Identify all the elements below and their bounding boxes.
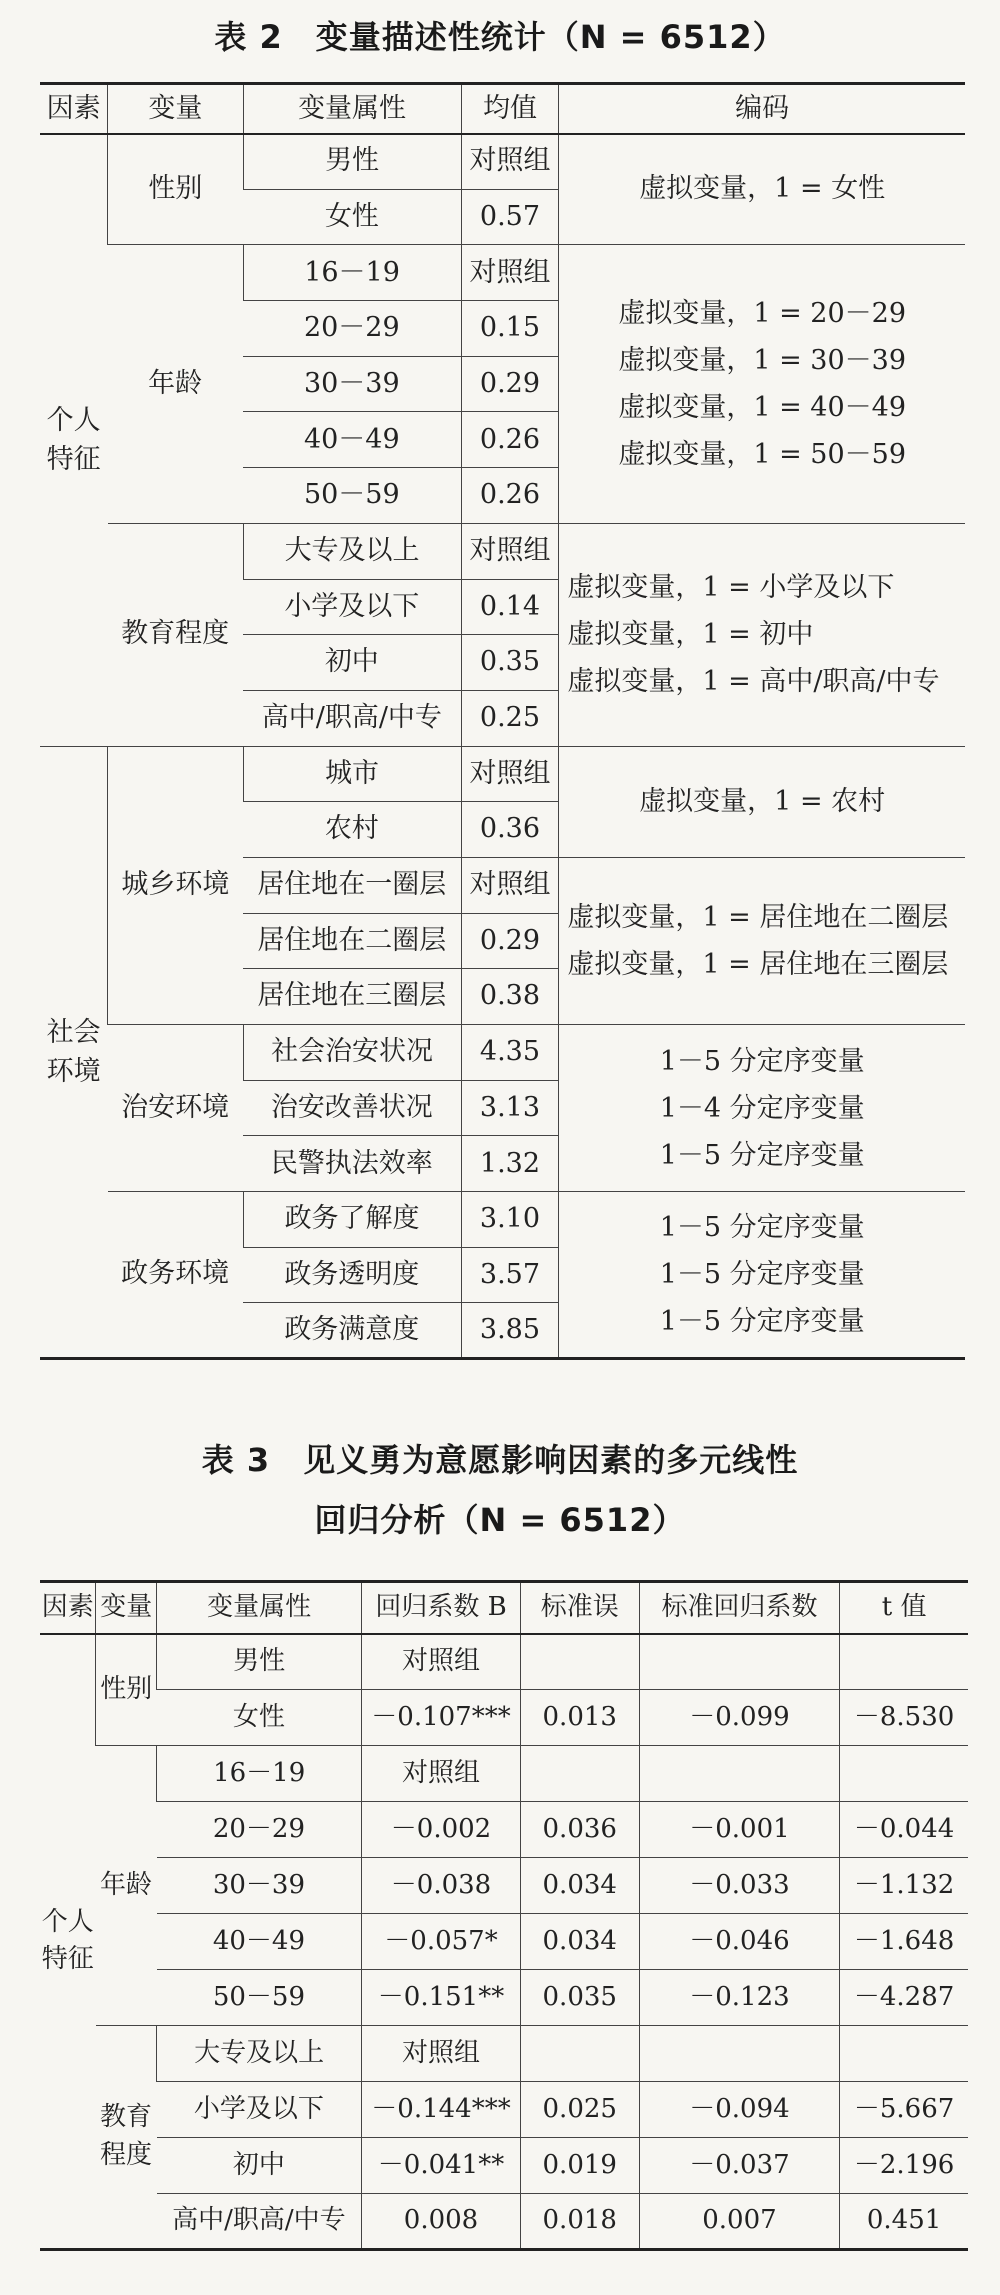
- b-cell: 对照组: [362, 1634, 521, 1690]
- se-cell: 0.025: [520, 2082, 639, 2138]
- coding-line: 虚拟变量，1 = 高中/职高/中专: [567, 666, 940, 698]
- attr-cell: 20－29: [157, 1802, 362, 1858]
- mean-cell: 0.57: [461, 189, 559, 245]
- table-row: [40, 1914, 968, 1970]
- factor-cell: 社会环境: [40, 746, 108, 1359]
- attr-cell: 40－49: [157, 1914, 362, 1970]
- beta-cell: －0.046: [639, 1914, 840, 1970]
- beta-cell: －0.033: [639, 1858, 840, 1914]
- beta-cell: [639, 1746, 840, 1802]
- table2-descriptive-statistics: [40, 82, 965, 1360]
- attr-cell: 高中/职高/中专: [157, 2194, 362, 2250]
- attr-cell: 初中: [243, 635, 461, 691]
- beta-cell: [639, 2026, 840, 2082]
- se-cell: 0.036: [520, 1802, 639, 1858]
- attr-cell: 民警执法效率: [243, 1136, 461, 1192]
- variable-cell: 年龄: [96, 1746, 157, 2026]
- b-cell: －0.144***: [362, 2082, 521, 2138]
- coding-line: 虚拟变量，1 = 40－49: [618, 392, 907, 424]
- attr-cell: 治安改善状况: [243, 1080, 461, 1136]
- t-cell: －2.196: [840, 2138, 968, 2194]
- coding-cell: [559, 1192, 965, 1359]
- t-cell: －1.648: [840, 1914, 968, 1970]
- b-cell: 0.008: [362, 2194, 521, 2250]
- se-cell: [520, 1746, 639, 1802]
- se-cell: 0.018: [520, 2194, 639, 2250]
- b-cell: －0.057*: [362, 1914, 521, 1970]
- mean-cell: 0.29: [461, 356, 559, 412]
- coding-line: 虚拟变量，1 = 居住地在三圈层: [567, 948, 949, 980]
- attr-cell: 居住地在一圈层: [243, 857, 461, 913]
- variable-cell: 城乡环境: [108, 746, 243, 1024]
- se-cell: 0.035: [520, 1970, 639, 2026]
- header-cell: 编码: [559, 84, 965, 134]
- t-cell: －8.530: [840, 1690, 968, 1746]
- header-cell: 变量: [108, 84, 243, 134]
- attr-cell: 50－59: [157, 1970, 362, 2026]
- attr-cell: 16－19: [243, 245, 461, 301]
- attr-cell: 男性: [243, 134, 461, 190]
- header-cell: 因素: [40, 1582, 96, 1634]
- table-row: [40, 1970, 968, 2026]
- t-cell: [840, 1634, 968, 1690]
- mean-cell: 0.38: [461, 969, 559, 1025]
- variable-cell: 政务环境: [108, 1192, 243, 1359]
- coding-line: 虚拟变量，1 = 20－29: [618, 298, 907, 330]
- table-row: [40, 245, 965, 301]
- coding-cell: [559, 245, 965, 523]
- attr-cell: 城市: [243, 746, 461, 802]
- table-row: [40, 2026, 968, 2082]
- table-header-row: [40, 84, 965, 134]
- table-header-row: [40, 1582, 968, 1634]
- attr-cell: 40－49: [243, 412, 461, 468]
- attr-cell: 小学及以下: [243, 579, 461, 635]
- beta-cell: －0.099: [639, 1690, 840, 1746]
- mean-cell: 0.25: [461, 690, 559, 746]
- mean-cell: 3.57: [461, 1247, 559, 1303]
- coding-line: 1－5 分定序变量: [659, 1212, 865, 1244]
- mean-cell: 对照组: [461, 857, 559, 913]
- attr-cell: 社会治安状况: [243, 1025, 461, 1081]
- mean-cell: 对照组: [461, 134, 559, 190]
- attr-cell: 政务满意度: [243, 1303, 461, 1359]
- table-row: [40, 2194, 968, 2250]
- table-row: [40, 1690, 968, 1746]
- t-cell: [840, 2026, 968, 2082]
- attr-cell: 20－29: [243, 301, 461, 357]
- table3-regression-analysis: [40, 1580, 968, 2251]
- beta-cell: －0.123: [639, 1970, 840, 2026]
- coding-cell: [559, 523, 965, 746]
- mean-cell: 3.10: [461, 1192, 559, 1248]
- t-cell: －4.287: [840, 1970, 968, 2026]
- se-cell: 0.019: [520, 2138, 639, 2194]
- beta-cell: －0.001: [639, 1802, 840, 1858]
- table-row: [40, 134, 965, 190]
- coding-cell: [559, 857, 965, 1024]
- mean-cell: 0.14: [461, 579, 559, 635]
- header-cell: 变量属性: [157, 1582, 362, 1634]
- coding-line: 虚拟变量，1 = 初中: [567, 619, 814, 651]
- mean-cell: 0.15: [461, 301, 559, 357]
- attr-cell: 大专及以上: [243, 523, 461, 579]
- coding-cell: [559, 1025, 965, 1192]
- header-cell: 均值: [461, 84, 559, 134]
- attr-cell: 居住地在二圈层: [243, 913, 461, 969]
- se-cell: [520, 1634, 639, 1690]
- mean-cell: 0.35: [461, 635, 559, 691]
- variable-cell: 治安环境: [108, 1025, 243, 1192]
- attr-cell: 初中: [157, 2138, 362, 2194]
- mean-cell: 0.26: [461, 468, 559, 524]
- coding-cell: 虚拟变量，1 = 女性: [559, 134, 965, 245]
- mean-cell: 0.29: [461, 913, 559, 969]
- coding-line: 1－4 分定序变量: [659, 1092, 865, 1124]
- header-cell: 变量: [96, 1582, 157, 1634]
- header-cell: 回归系数 B: [362, 1582, 521, 1634]
- table-row: [40, 2082, 968, 2138]
- mean-cell: 1.32: [461, 1136, 559, 1192]
- attr-cell: 政务透明度: [243, 1247, 461, 1303]
- table3-title-line2: 回归分析（N = 6512）: [314, 1501, 686, 1539]
- b-cell: －0.002: [362, 1802, 521, 1858]
- header-cell: 标准回归系数: [639, 1582, 840, 1634]
- table-row: [40, 1746, 968, 1802]
- beta-cell: －0.094: [639, 2082, 840, 2138]
- coding-line: 1－5 分定序变量: [659, 1045, 865, 1077]
- attr-cell: 大专及以上: [157, 2026, 362, 2082]
- mean-cell: 0.36: [461, 802, 559, 858]
- attr-cell: 小学及以下: [157, 2082, 362, 2138]
- b-cell: 对照组: [362, 1746, 521, 1802]
- t-cell: －1.132: [840, 1858, 968, 1914]
- table3-title-line1: 表 3 见义勇为意愿影响因素的多元线性: [201, 1441, 799, 1479]
- table-row: [40, 1192, 965, 1248]
- mean-cell: 对照组: [461, 523, 559, 579]
- table-row: [40, 746, 965, 802]
- se-cell: 0.013: [520, 1690, 639, 1746]
- variable-cell: 年龄: [108, 245, 243, 523]
- beta-cell: [639, 1634, 840, 1690]
- variable-cell: 教育程度: [108, 523, 243, 746]
- attr-cell: 30－39: [157, 1858, 362, 1914]
- t-cell: 0.451: [840, 2194, 968, 2250]
- beta-cell: 0.007: [639, 2194, 840, 2250]
- mean-cell: 对照组: [461, 746, 559, 802]
- coding-cell: 虚拟变量，1 = 农村: [559, 746, 965, 857]
- table-row: [40, 1634, 968, 1690]
- b-cell: －0.041**: [362, 2138, 521, 2194]
- b-cell: －0.038: [362, 1858, 521, 1914]
- coding-line: 1－5 分定序变量: [659, 1139, 865, 1171]
- header-cell: 标准误: [520, 1582, 639, 1634]
- b-cell: －0.107***: [362, 1690, 521, 1746]
- attr-cell: 16－19: [157, 1746, 362, 1802]
- table-row: [40, 1802, 968, 1858]
- b-cell: －0.151**: [362, 1970, 521, 2026]
- header-cell: t 值: [840, 1582, 968, 1634]
- table-row: [40, 523, 965, 579]
- t-cell: [840, 1746, 968, 1802]
- attr-cell: 女性: [243, 189, 461, 245]
- header-cell: 因素: [40, 84, 108, 134]
- coding-line: 1－5 分定序变量: [659, 1306, 865, 1338]
- se-cell: 0.034: [520, 1858, 639, 1914]
- attr-cell: 男性: [157, 1634, 362, 1690]
- se-cell: [520, 2026, 639, 2082]
- table-row: [40, 1858, 968, 1914]
- attr-cell: 农村: [243, 802, 461, 858]
- attr-cell: 居住地在三圈层: [243, 969, 461, 1025]
- header-cell: 变量属性: [243, 84, 461, 134]
- attr-cell: 政务了解度: [243, 1192, 461, 1248]
- attr-cell: 女性: [157, 1690, 362, 1746]
- attr-cell: 50－59: [243, 468, 461, 524]
- variable-cell: 性别: [96, 1634, 157, 1746]
- mean-cell: 4.35: [461, 1025, 559, 1081]
- beta-cell: －0.037: [639, 2138, 840, 2194]
- coding-line: 虚拟变量，1 = 50－59: [618, 439, 907, 471]
- attr-cell: 30－39: [243, 356, 461, 412]
- factor-cell: 个人特征: [40, 134, 108, 747]
- coding-line: 1－5 分定序变量: [659, 1259, 865, 1291]
- table2-title: 表 2 变量描述性统计（N = 6512）: [214, 18, 786, 56]
- mean-cell: 0.26: [461, 412, 559, 468]
- t-cell: －0.044: [840, 1802, 968, 1858]
- mean-cell: 对照组: [461, 245, 559, 301]
- mean-cell: 3.85: [461, 1303, 559, 1359]
- t-cell: －5.667: [840, 2082, 968, 2138]
- mean-cell: 3.13: [461, 1080, 559, 1136]
- variable-cell: 性别: [108, 134, 243, 245]
- coding-line: 虚拟变量，1 = 居住地在二圈层: [567, 901, 949, 933]
- b-cell: 对照组: [362, 2026, 521, 2082]
- attr-cell: 高中/职高/中专: [243, 690, 461, 746]
- coding-line: 虚拟变量，1 = 小学及以下: [567, 572, 895, 604]
- se-cell: 0.034: [520, 1914, 639, 1970]
- coding-line: 虚拟变量，1 = 30－39: [618, 345, 907, 377]
- table-row: [40, 2138, 968, 2194]
- variable-cell: 教育程度: [96, 2026, 157, 2250]
- table-row: [40, 1025, 965, 1081]
- factor-cell: 个人特征: [40, 1634, 96, 2250]
